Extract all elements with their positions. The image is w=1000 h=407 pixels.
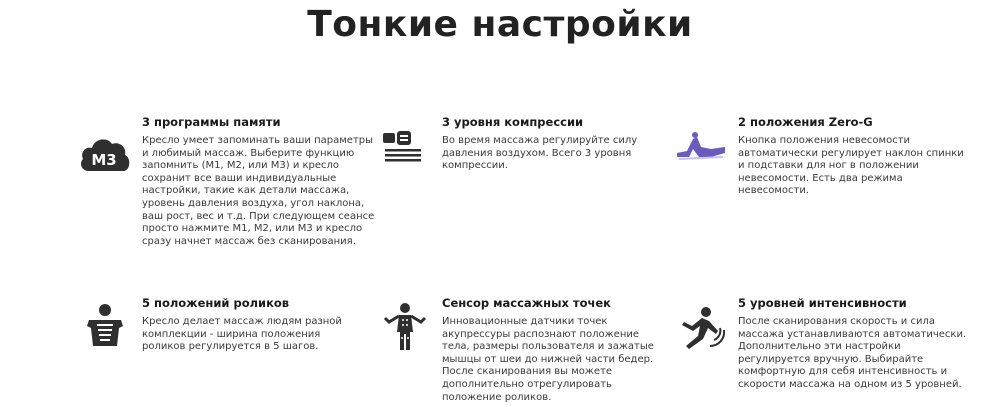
feature-roller-positions	[76, 296, 366, 354]
feature-title: 5 положений роликов	[142, 296, 290, 310]
feature-zero-g	[672, 115, 972, 198]
feature-memory-programs	[76, 115, 376, 248]
zero-gravity-icon	[672, 127, 730, 163]
feature-description: Кресло умеет запоминать ваши параметры и любимый массаж. Выберите функцию запомнить (M1, M2, или M3) и кресло сохранит все ваши индивидуальные настройки, такие как детали массажа, уровень давления воздуха, угол наклона, ваш рост, вес и т.д. При следующем сеансе просто нажмите M1, M2, или M3 и кресло сразу начнет массаж без сканирования.	[142, 135, 375, 247]
feature-description: Кресло делает массаж людям разной комплекции - ширина положения роликов регулируется в 5 шагов.	[142, 316, 342, 353]
memory-icon-label: M3	[91, 151, 117, 169]
memory-cloud-icon	[76, 133, 134, 175]
rollers-body-icon	[76, 302, 134, 350]
feature-compression-levels	[376, 115, 666, 173]
feature-acupressure-sensor	[376, 296, 666, 404]
feature-title: 3 программы памяти	[142, 115, 281, 129]
page-title: Тонкие настройки	[307, 4, 693, 45]
feature-description: Во время массажа регулируйте силу давления воздухом. Всего 3 уровня компрессии.	[442, 135, 638, 172]
feature-intensity-levels	[672, 296, 972, 392]
feature-title: Сенсор массажных точек	[442, 296, 611, 310]
feature-title: 2 положения Zero-G	[738, 115, 873, 129]
feature-description: Кнопка положения невесомости автоматически регулирует наклон спинки и подставки для ног в положении невесомости. Есть два режима невесомости.	[738, 135, 964, 197]
feature-title: 5 уровней интенсивности	[738, 296, 907, 310]
feature-title: 3 уровня компрессии	[442, 115, 584, 129]
acupressure-sensor-icon	[376, 302, 434, 352]
feature-description: Инновационные датчики точек акупрессуры распознают положение тела, размеры пользователя и зажатые мышцы от шеи до нижней части бедер. После сканирования вы можете дополнительно отрегулировать положение роликов.	[442, 316, 654, 403]
feature-description: После сканирования скорость и сила массажа устанавливаются автоматически. Дополнительно эти настройки регулируется вручную. Выбирайте комфортную для себя интенсивность и скорости массажа на одном из 5 уровней.	[738, 316, 967, 390]
intensity-figure-icon	[672, 304, 730, 350]
air-compression-icon	[376, 127, 434, 163]
